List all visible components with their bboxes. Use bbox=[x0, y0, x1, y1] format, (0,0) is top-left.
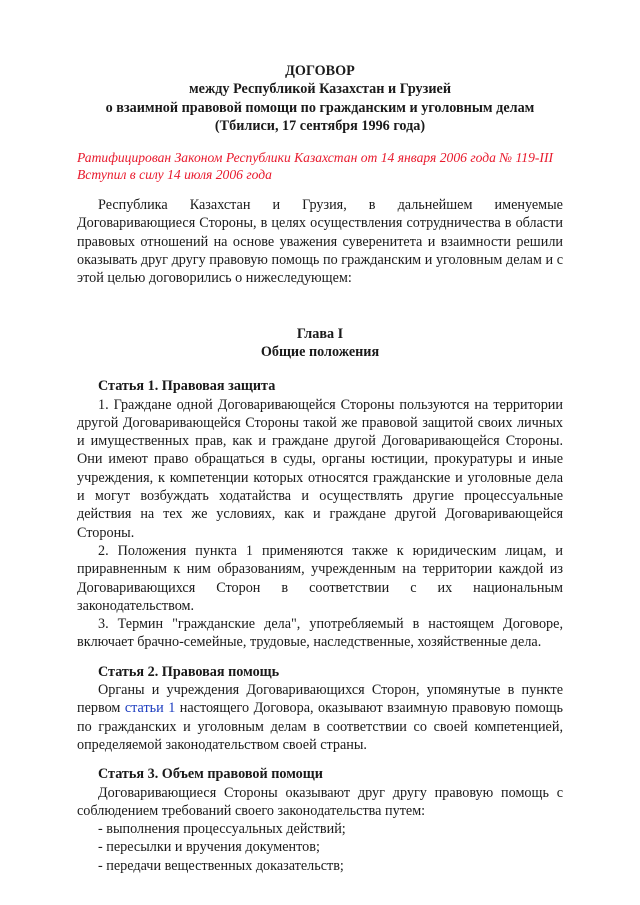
list-item: - пересылки и вручения документов; bbox=[98, 839, 320, 856]
article-text: Органы и учреждения Договаривающихся Сторон, упомянутые в пункте первом bbox=[77, 682, 563, 717]
preamble: Республика Казахстан и Грузия, в дальнейшем именуемые Договаривающиеся Стороны, в целях осуществления сотрудничества в области правовых отношений на основе уважения суверенитета и взаимности решили оказывать друг другу правовую помощь по гражданским и уголовным делам и с этой целью договорились о нижеследующем: bbox=[77, 197, 563, 287]
title-line-3: о взаимной правовой помощи по гражданским и уголовным делам bbox=[105, 99, 535, 116]
chapter-title: Общие положения bbox=[260, 343, 380, 360]
article-title: Статья 1. Правовая защита bbox=[98, 378, 276, 395]
article-paragraph: 1. Граждане одной Договаривающейся Стороны пользуются на территории другой Договаривающейся Стороны такой же правовой защитой своих личных и имущественных прав, как и граждане другой Договаривающейся Стороны. Они имеют право обращаться в суды, органы юстиции, прокуратуры и иные учреждения, к компетенции которых относятся гражданские и уголовные дела и могут возбуждать ходатайства и осуществлять другие процессуальные действия на тех же условиях, как и граждане другой Договаривающейся Стороны. bbox=[77, 396, 563, 541]
ratification-note bbox=[77, 149, 563, 183]
article-3 bbox=[77, 765, 563, 875]
effective-date-line: Вступил в силу 14 июля 2006 года bbox=[77, 167, 272, 183]
article-text: настоящего Договора, оказывают взаимную правовую помощь по гражданских и уголовным делам в соответствии со своей компетенцией, определяемой законодательством своей страны. bbox=[77, 700, 564, 753]
document-title bbox=[77, 62, 563, 135]
article-1 bbox=[77, 377, 563, 651]
title-line-2: между Республикой Казахстан и Грузией bbox=[189, 81, 451, 98]
chapter-number: Глава I bbox=[296, 325, 344, 342]
article-title: Статья 3. Объем правовой помощи bbox=[98, 766, 323, 783]
chapter-heading bbox=[77, 325, 563, 362]
title-line-4: (Тбилиси, 17 сентября 1996 года) bbox=[214, 117, 426, 134]
document-page bbox=[77, 62, 563, 875]
article-1-link[interactable]: статьи 1 bbox=[124, 700, 176, 717]
article-title: Статья 2. Правовая помощь bbox=[98, 663, 280, 680]
title-line-1: ДОГОВОР bbox=[285, 63, 355, 79]
article-paragraph: 3. Термин "гражданские дела", употребляемый в настоящем Договоре, включает брачно-семейные, трудовые, наследственные, хозяйственные дела. bbox=[77, 616, 563, 651]
article-paragraph: Договаривающиеся Стороны оказывают друг другу правовую помощь с соблюдением требований своего законодательства путем: bbox=[77, 784, 563, 819]
list-item: - выполнения процессуальных действий; bbox=[98, 821, 346, 838]
list-item: - передачи вещественных доказательств; bbox=[98, 857, 344, 874]
article-paragraph bbox=[77, 681, 563, 754]
article-2 bbox=[77, 663, 563, 754]
article-paragraph: 2. Положения пункта 1 применяются также к юридическим лицам, и приравненным к ним образованиям, учрежденным на территории каждой из Договаривающихся Сторон в соответствии с их национальным законодательством. bbox=[77, 542, 563, 614]
ratification-line: Ратифицирован Законом Республики Казахстан от 14 января 2006 года № 119-III bbox=[77, 150, 554, 166]
